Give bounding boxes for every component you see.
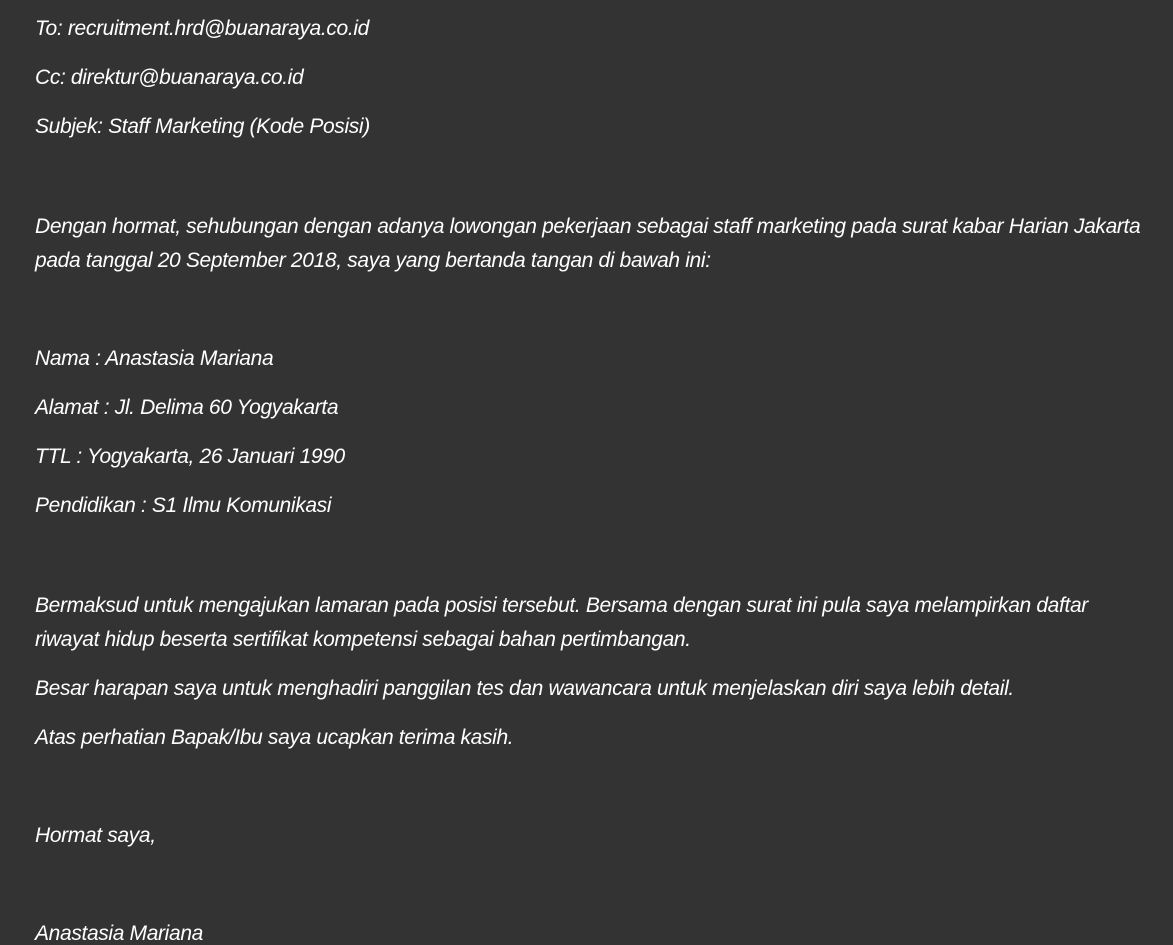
email-subject-line: Subjek: Staff Marketing (Kode Posisi) [35,115,370,138]
hope-paragraph: Besar harapan saya untuk menghadiri panggilan tes dan wawancara untuk menjelaskan diri saya lebih detail. [35,677,1014,700]
detail-nama: Nama : Anastasia Mariana [35,347,274,370]
signature-name: Anastasia Mariana [35,922,203,945]
email-cc-line: Cc: direktur@buanaraya.co.id [35,66,304,89]
intro-paragraph: Dengan hormat, sehubungan dengan adanya lowongan pekerjaan sebagai staff marketing pada surat kabar Harian Jakarta pada tanggal 20 September 2018, saya yang bertanda tangan di bawah ini: [35,215,1141,272]
detail-alamat: Alamat : Jl. Delima 60 Yogyakarta [35,396,339,419]
thanks-paragraph: Atas perhatian Bapak/Ibu saya ucapkan terima kasih. [35,726,514,749]
closing-line: Hormat saya, [35,824,156,847]
purpose-paragraph: Bermaksud untuk mengajukan lamaran pada posisi tersebut. Bersama dengan surat ini pula saya melampirkan daftar riwayat hidup beserta sertifikat kompetensi sebagai bahan pertimbangan. [35,594,1088,651]
detail-ttl: TTL : Yogyakarta, 26 Januari 1990 [35,445,345,468]
detail-pendidikan: Pendidikan : S1 Ilmu Komunikasi [35,494,332,517]
email-to-line: To: recruitment.hrd@buanaraya.co.id [35,17,369,40]
